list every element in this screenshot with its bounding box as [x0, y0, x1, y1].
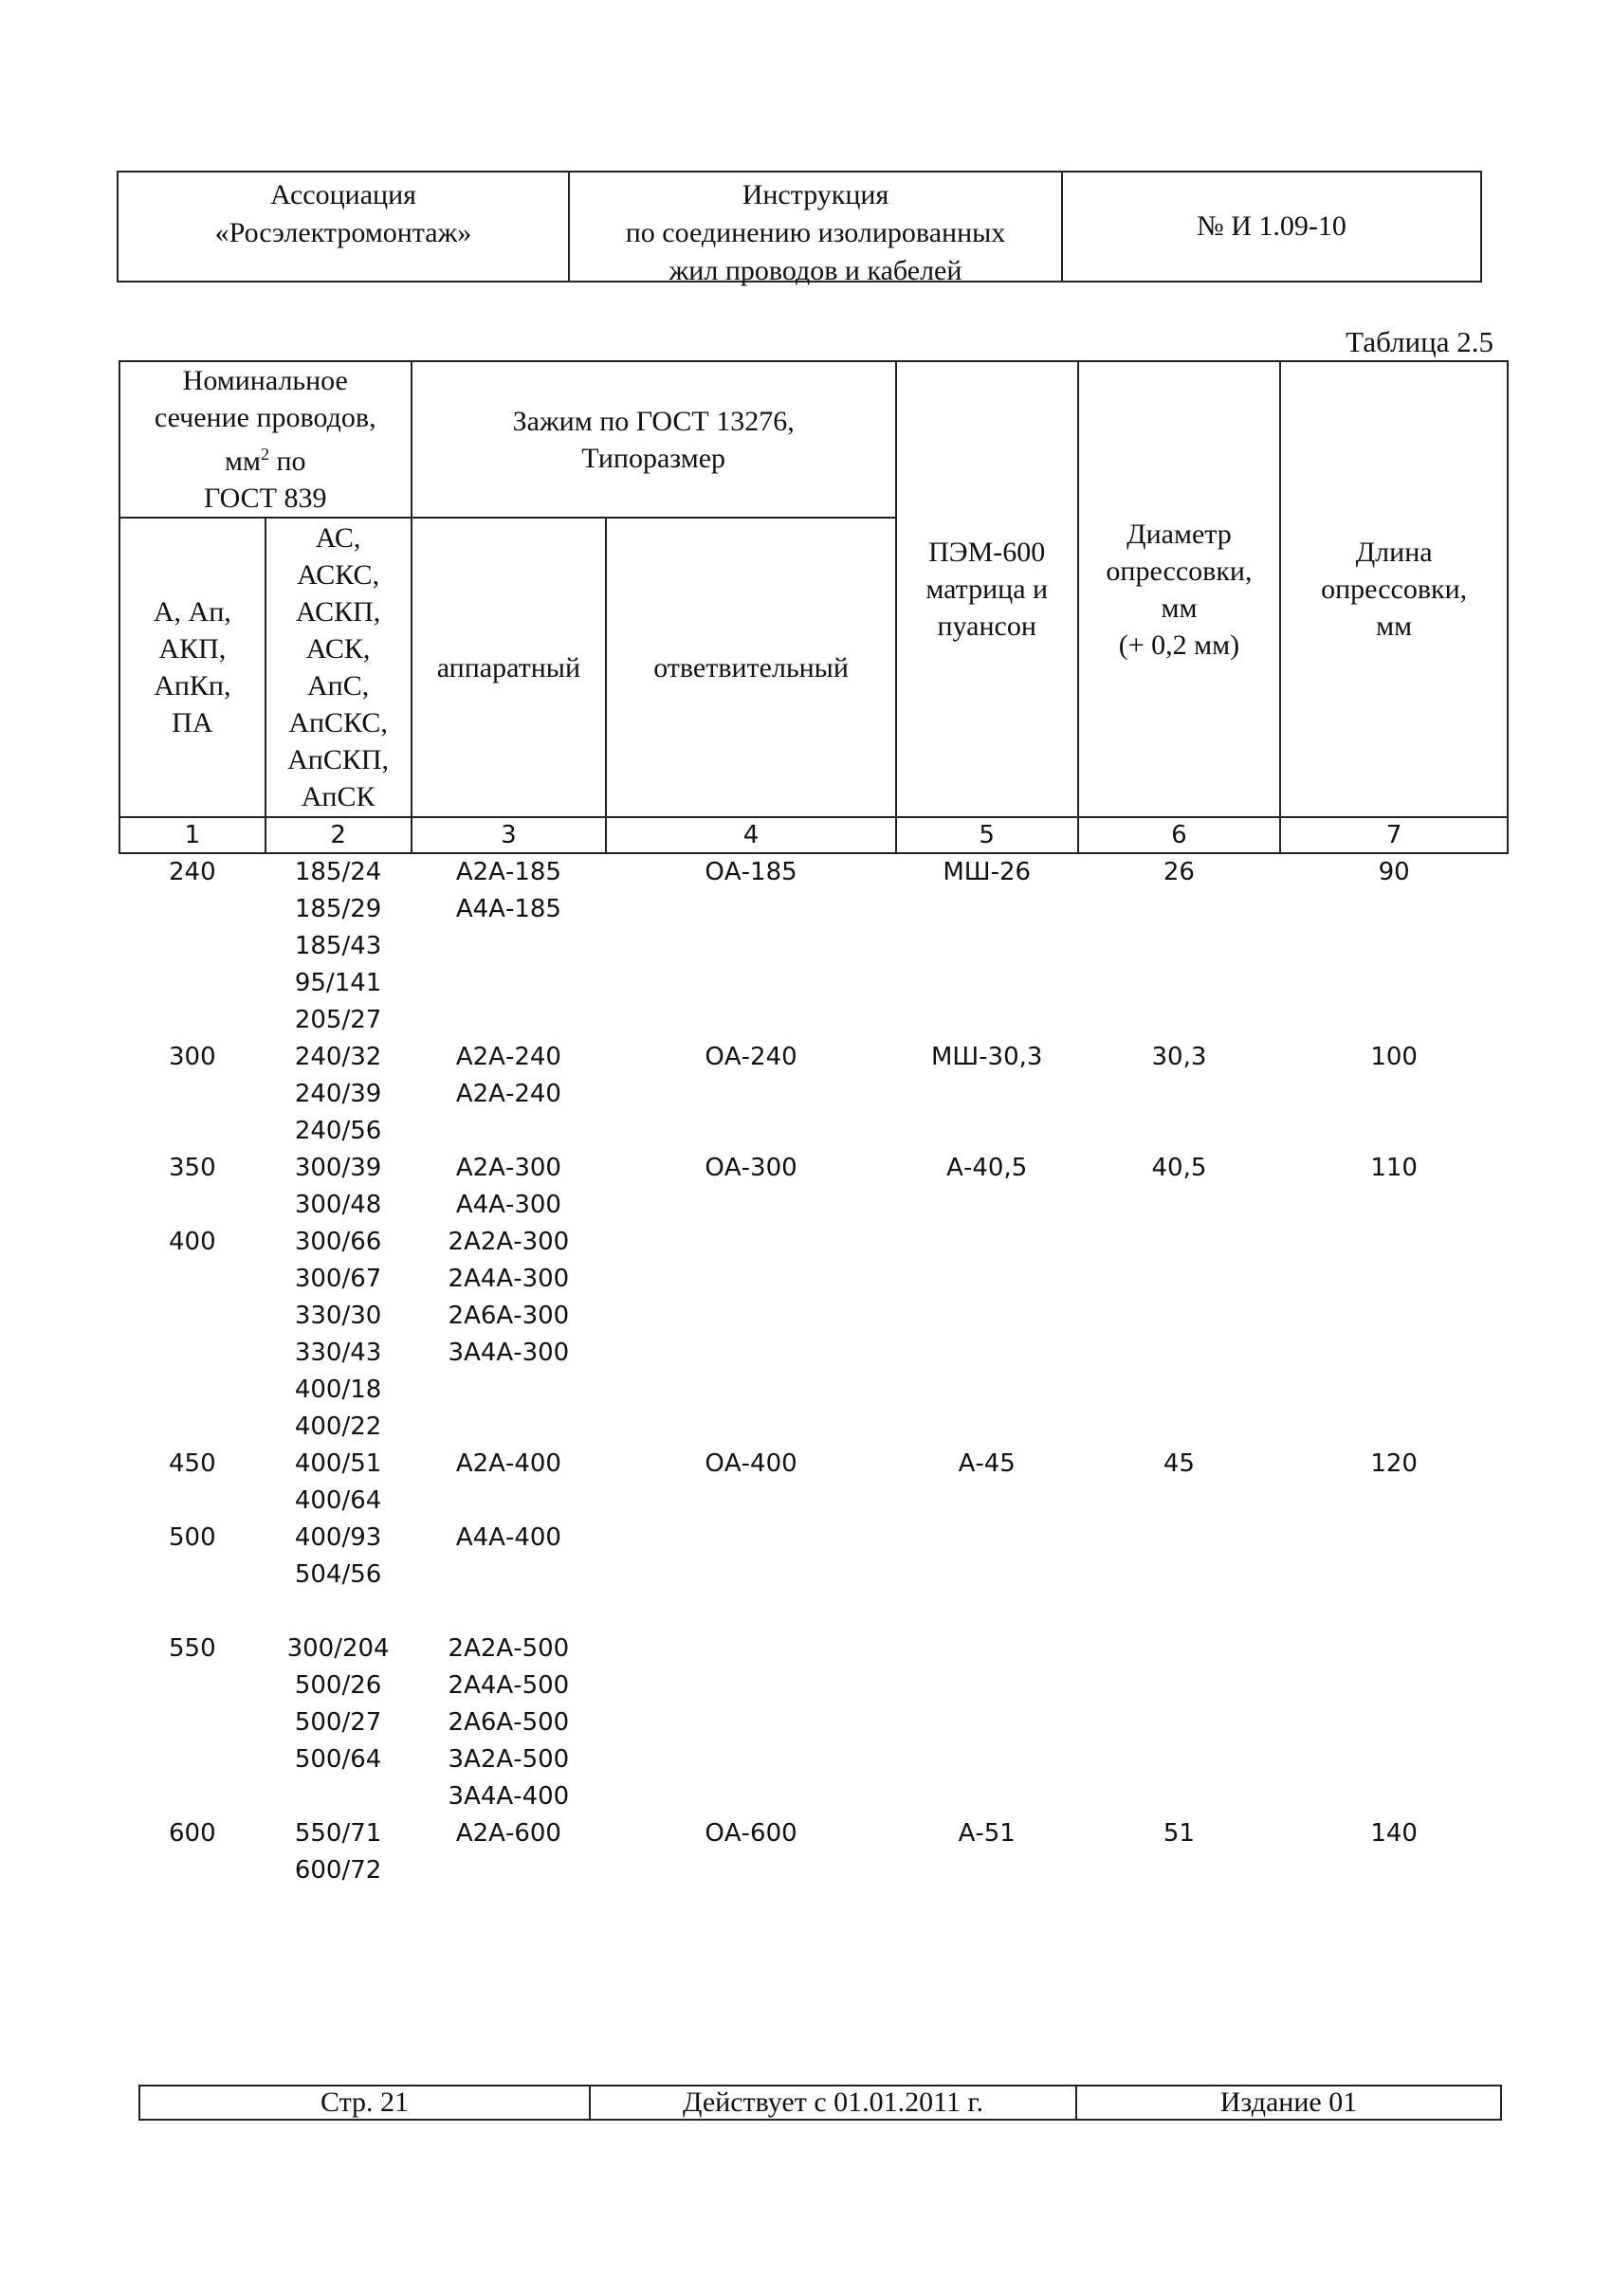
footer-edition: Издание 01 [1219, 2086, 1358, 2118]
cell-c5 [896, 1520, 1078, 1594]
table-title: Таблица 2.5 [1346, 325, 1493, 358]
cell-line: 400/93 [294, 1523, 382, 1552]
cell-line: А2А-240 [455, 1080, 561, 1108]
cell-c1: 500 [169, 1523, 216, 1552]
table-body [119, 853, 1508, 1889]
cell-line: 300/66 [294, 1228, 382, 1256]
table-row [119, 1039, 1508, 1150]
cell-line: А2А-300 [455, 1154, 561, 1182]
cell-c5: МШ-26 [943, 858, 1032, 886]
cell-line: 300/48 [294, 1191, 382, 1219]
cell-c6 [1078, 1631, 1281, 1815]
cell-c7: 90 [1378, 858, 1410, 886]
cell-line: 500/27 [294, 1708, 382, 1737]
table-row [119, 1224, 1508, 1446]
table-row [119, 1446, 1508, 1520]
cell-line: 240/39 [294, 1080, 382, 1108]
cell-line: А2А-240 [455, 1043, 561, 1071]
cell-line: 330/30 [294, 1302, 382, 1330]
col-number-4: 4 [606, 817, 896, 853]
cell-c3 [412, 1520, 607, 1594]
cell-c7 [1280, 1594, 1508, 1631]
cell-c7: 110 [1370, 1154, 1418, 1182]
cell-c2 [266, 1815, 412, 1889]
cell-line: 2А4А-500 [448, 1671, 570, 1700]
cell-line: 2А6А-300 [448, 1302, 570, 1330]
cell-c1: 300 [169, 1043, 216, 1071]
cell-line: А2А-185 [455, 858, 561, 886]
cell-c1: 550 [169, 1634, 216, 1663]
col-number-5: 5 [896, 817, 1078, 853]
cell-line: 2А6А-500 [448, 1708, 570, 1737]
header-clamp-gost: Зажим по ГОСТ 13276, Типоразмер [412, 361, 896, 518]
cell-c6: 30,3 [1151, 1043, 1207, 1071]
cell-line: 2А2А-300 [448, 1228, 570, 1256]
footer-page: Стр. 21 [140, 2086, 591, 2119]
cell-c6: 26 [1163, 858, 1195, 886]
cell-c4 [606, 1631, 896, 1815]
header-document-title [570, 173, 1063, 286]
cell-line: 500/64 [294, 1745, 382, 1774]
cell-c3 [412, 1815, 607, 1889]
cell-c2 [266, 1039, 412, 1150]
cell-c6 [1078, 1594, 1281, 1631]
cell-c2 [266, 1631, 412, 1815]
cell-c1: 400 [169, 1228, 216, 1256]
cell-line: 205/27 [294, 1006, 382, 1034]
cell-line: 240/32 [294, 1043, 382, 1071]
table-head [119, 361, 1508, 853]
cell-c5: А-40,5 [946, 1154, 1028, 1182]
cell-c4: ОА-185 [705, 858, 797, 886]
header-organization [119, 173, 570, 281]
cell-line: 330/43 [294, 1339, 382, 1367]
table-row [119, 1520, 1508, 1594]
document-footer [138, 2085, 1502, 2121]
col-number-2: 2 [266, 817, 412, 853]
doc-title-line-1: Инструкция [742, 179, 889, 210]
cell-c1: 450 [169, 1449, 216, 1478]
header-document-number [1063, 173, 1480, 281]
header-wire-types-a: А, Ап, АКП, АпКп, ПА [119, 518, 266, 817]
header-crimp-length: Длина опрессовки, мм [1280, 361, 1508, 817]
col-number-3: 3 [412, 817, 607, 853]
cell-line: 500/26 [294, 1671, 382, 1700]
cell-line: 185/29 [294, 895, 382, 923]
header-branch: ответвительный [606, 518, 896, 817]
col-number-1: 1 [119, 817, 266, 853]
cell-c2 [266, 853, 412, 1039]
cell-line: 300/67 [294, 1265, 382, 1293]
cell-c2 [266, 1150, 412, 1224]
cell-line: А2А-600 [455, 1819, 561, 1848]
cell-c2 [266, 1224, 412, 1446]
cell-c2 [266, 1446, 412, 1520]
cell-c3 [412, 1594, 607, 1631]
cell-line: 2А4А-300 [448, 1265, 570, 1293]
cell-c6: 51 [1163, 1819, 1195, 1848]
cell-c3 [412, 1224, 607, 1446]
cell-line: 3А4А-400 [448, 1782, 570, 1811]
cell-c5: МШ-30,3 [930, 1043, 1043, 1071]
data-table [119, 360, 1509, 1889]
header-pem-matrix: ПЭМ-600 матрица и пуансон [896, 361, 1078, 817]
table-row [119, 1594, 1508, 1631]
cell-line: 400/22 [294, 1412, 382, 1441]
cell-line: А4А-300 [455, 1191, 561, 1219]
cell-line: 504/56 [294, 1560, 382, 1589]
cell-c1: 240 [169, 858, 216, 886]
cell-line: 550/71 [294, 1819, 382, 1848]
cell-c3 [412, 1150, 607, 1224]
cell-c5: А-51 [958, 1819, 1016, 1848]
cell-line: 3А4А-300 [448, 1339, 570, 1367]
doc-number: № И 1.09-10 [1197, 210, 1346, 242]
cell-c5 [896, 1631, 1078, 1815]
org-line-1: Ассоциация [270, 179, 416, 210]
cell-c1: 600 [169, 1819, 216, 1848]
cell-c7 [1280, 1631, 1508, 1815]
cell-c3 [412, 1039, 607, 1150]
header-nominal-section: Номинальное сечение проводов, $мм^2$ по ГОСТ 839 [119, 361, 412, 518]
cell-line: 600/72 [294, 1856, 382, 1885]
cell-c4: ОА-400 [705, 1449, 797, 1478]
cell-c1 [119, 1594, 266, 1631]
cell-line: 95/141 [294, 969, 382, 997]
header-wire-types-ac: АС, АСКС, АСКП, АСК, АпС, АпСКС, АпСКП, АпСК [266, 518, 412, 817]
cell-line: 2А2А-500 [448, 1634, 570, 1663]
cell-c4 [606, 1594, 896, 1631]
cell-c7: 140 [1370, 1819, 1418, 1848]
cell-line: 185/24 [294, 858, 382, 886]
cell-line: 300/39 [294, 1154, 382, 1182]
cell-line: А4А-185 [455, 895, 561, 923]
cell-c2 [266, 1520, 412, 1594]
cell-line: А2А-400 [455, 1449, 561, 1478]
cell-c5: А-45 [958, 1449, 1016, 1478]
cell-c5 [896, 1594, 1078, 1631]
cell-line: 400/18 [294, 1376, 382, 1404]
cell-c7 [1280, 1520, 1508, 1594]
cell-c2 [266, 1594, 412, 1631]
cell-line [412, 1594, 607, 1631]
cell-line: 300/204 [286, 1634, 390, 1663]
document-header [117, 171, 1482, 286]
org-line-2: «Росэлектромонтаж» [214, 217, 472, 248]
cell-c4: ОА-300 [705, 1154, 797, 1182]
table-row [119, 853, 1508, 1039]
doc-title-line-3: жил проводов и кабелей [669, 255, 962, 286]
table-row [119, 1631, 1508, 1815]
cell-line: 185/43 [294, 932, 382, 960]
cell-line: 240/56 [294, 1117, 382, 1145]
footer-valid-from: Действует с 01.01.2011 г. [591, 2086, 1077, 2119]
cell-c4: ОА-240 [705, 1043, 797, 1071]
header-apparatus: аппаратный [412, 518, 607, 817]
table-row [119, 1150, 1508, 1224]
table-row [119, 1815, 1508, 1889]
cell-c7: 100 [1370, 1043, 1418, 1071]
cell-c4 [606, 1224, 896, 1446]
cell-c1: 350 [169, 1154, 216, 1182]
cell-c7: 120 [1370, 1449, 1418, 1478]
cell-c6: 45 [1163, 1449, 1195, 1478]
cell-c3 [412, 853, 607, 1039]
cell-line: А4А-400 [455, 1523, 561, 1552]
cell-c4: ОА-600 [705, 1819, 797, 1848]
cell-line: 400/64 [294, 1486, 382, 1515]
col-number-7: 7 [1280, 817, 1508, 853]
cell-c5 [896, 1224, 1078, 1446]
cell-c4 [606, 1520, 896, 1594]
cell-line [266, 1594, 412, 1631]
cell-c6 [1078, 1224, 1281, 1446]
cell-c6 [1078, 1520, 1281, 1594]
cell-line: 3А2А-500 [448, 1745, 570, 1774]
cell-line: 400/51 [294, 1449, 382, 1478]
header-crimp-diameter: Диаметр опрессовки, мм (+ 0,2 мм) [1078, 361, 1281, 817]
cell-c3 [412, 1631, 607, 1815]
cell-c3 [412, 1446, 607, 1520]
doc-title-line-2: по соединению изолированных [625, 217, 1006, 248]
cell-c7 [1280, 1224, 1508, 1446]
col-number-6: 6 [1078, 817, 1281, 853]
cell-c6: 40,5 [1151, 1154, 1207, 1182]
